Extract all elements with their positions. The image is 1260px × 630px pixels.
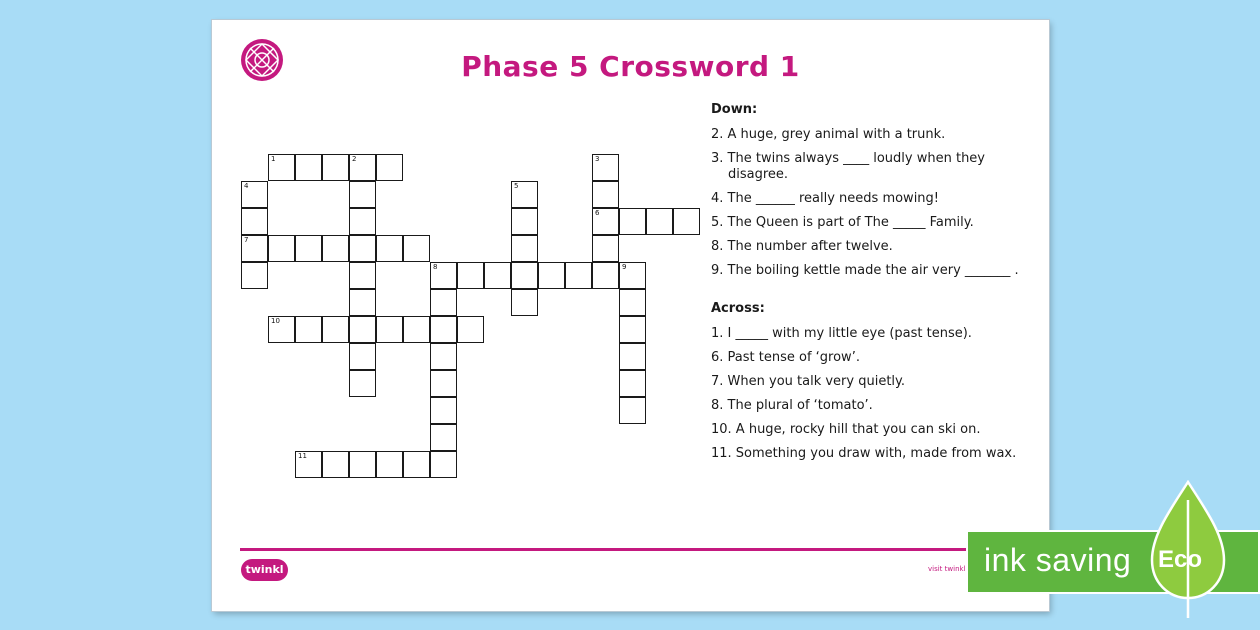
crossword-cell[interactable] xyxy=(349,370,376,397)
crossword-cell[interactable] xyxy=(349,154,376,181)
crossword-cell[interactable] xyxy=(619,370,646,397)
crossword-cell[interactable] xyxy=(592,262,619,289)
crossword-cell[interactable] xyxy=(619,289,646,316)
crossword-cell[interactable] xyxy=(430,424,457,451)
crossword-cell[interactable] xyxy=(295,451,322,478)
down-clue: 9. The boiling kettle made the air very _______ . xyxy=(711,263,1019,278)
crossword-cell[interactable] xyxy=(268,316,295,343)
footer-divider xyxy=(240,548,1020,551)
crossword-cell[interactable] xyxy=(430,289,457,316)
clue-number: 8 xyxy=(433,263,438,271)
crossword-cell[interactable] xyxy=(241,262,268,289)
crossword-cell[interactable] xyxy=(511,262,538,289)
crossword-cell[interactable] xyxy=(430,316,457,343)
crossword-cell[interactable] xyxy=(322,316,349,343)
crossword-cell[interactable] xyxy=(430,262,457,289)
crossword-cell[interactable] xyxy=(430,343,457,370)
visit-link[interactable]: visit twinkl xyxy=(928,565,966,573)
crossword-cell[interactable] xyxy=(403,316,430,343)
crossword-cell[interactable] xyxy=(295,316,322,343)
clue-number: 4 xyxy=(244,182,249,190)
crossword-cell[interactable] xyxy=(619,397,646,424)
down-clue: 8. The number after twelve. xyxy=(711,239,893,254)
crossword-cell[interactable] xyxy=(322,235,349,262)
crossword-cell[interactable] xyxy=(349,208,376,235)
clue-number: 5 xyxy=(514,182,519,190)
page-title: Phase 5 Crossword 1 xyxy=(461,50,800,83)
clue-number: 2 xyxy=(352,155,357,163)
crossword-cell[interactable] xyxy=(403,451,430,478)
down-clue: 4. The ______ really needs mowing! xyxy=(711,191,940,206)
twinkl-logo: twinkl xyxy=(241,559,288,581)
clue-number: 6 xyxy=(595,209,600,217)
ink-saving-label: ink saving xyxy=(984,542,1132,578)
clue-number: 10 xyxy=(271,317,280,325)
crossword-cell[interactable] xyxy=(295,235,322,262)
crossword-cell[interactable] xyxy=(241,235,268,262)
crossword-cell[interactable] xyxy=(376,316,403,343)
clue-number: 9 xyxy=(622,263,627,271)
clue-number: 3 xyxy=(595,155,600,163)
across-heading: Across: xyxy=(711,301,765,316)
crossword-cell[interactable] xyxy=(268,154,295,181)
crossword-cell[interactable] xyxy=(673,208,700,235)
crossword-cell[interactable] xyxy=(349,316,376,343)
crossword-cell[interactable] xyxy=(619,316,646,343)
crossword-cell[interactable] xyxy=(592,154,619,181)
crossword-cell[interactable] xyxy=(430,370,457,397)
clue-list xyxy=(711,102,1031,470)
crossword-cell[interactable] xyxy=(565,262,592,289)
crossword-cell[interactable] xyxy=(349,181,376,208)
crossword-cell[interactable] xyxy=(403,235,430,262)
crossword-cell[interactable] xyxy=(349,289,376,316)
crossword-cell[interactable] xyxy=(457,262,484,289)
crossword-cell[interactable] xyxy=(511,289,538,316)
crossword-cell[interactable] xyxy=(241,208,268,235)
crossword-cell[interactable] xyxy=(349,262,376,289)
across-clue: 1. I _____ with my little eye (past tense). xyxy=(711,326,972,341)
crossword-cell[interactable] xyxy=(538,262,565,289)
crossword-cell[interactable] xyxy=(349,235,376,262)
clue-number: 1 xyxy=(271,155,276,163)
down-clue: 3. The twins always ____ loudly when they disagree. xyxy=(711,151,986,182)
crossword-cell[interactable] xyxy=(457,316,484,343)
down-clue: 5. The Queen is part of The _____ Family. xyxy=(711,215,974,230)
crossword-cell[interactable] xyxy=(430,397,457,424)
crossword-cell[interactable] xyxy=(349,343,376,370)
down-heading: Down: xyxy=(711,102,758,117)
crossword-cell[interactable] xyxy=(376,235,403,262)
eco-label: Eco xyxy=(1158,546,1203,573)
crossword-cell[interactable] xyxy=(592,235,619,262)
crossword-cell[interactable] xyxy=(619,208,646,235)
across-clue: 10. A huge, rocky hill that you can ski on. xyxy=(711,422,981,437)
down-clue: 2. A huge, grey animal with a trunk. xyxy=(711,127,946,142)
crossword-cell[interactable] xyxy=(619,343,646,370)
crossword-cell[interactable] xyxy=(592,181,619,208)
crossword-cell[interactable] xyxy=(430,451,457,478)
crossword-cell[interactable] xyxy=(241,181,268,208)
across-clue: 7. When you talk very quietly. xyxy=(711,374,905,389)
crossword-cell[interactable] xyxy=(646,208,673,235)
crossword-cell[interactable] xyxy=(511,235,538,262)
crossword-cell[interactable] xyxy=(349,451,376,478)
clue-number: 7 xyxy=(244,236,249,244)
crossword-cell[interactable] xyxy=(322,154,349,181)
across-clue: 8. The plural of ‘tomato’. xyxy=(711,398,873,413)
crossword-cell[interactable] xyxy=(376,451,403,478)
crossword-cell[interactable] xyxy=(322,451,349,478)
across-clue: 11. Something you draw with, made from wax. xyxy=(711,446,1017,461)
clue-number: 11 xyxy=(298,452,307,460)
crossword-cell[interactable] xyxy=(511,181,538,208)
crossword-cell[interactable] xyxy=(484,262,511,289)
crossword-cell[interactable] xyxy=(268,235,295,262)
crossword-cell[interactable] xyxy=(511,208,538,235)
crossword-cell[interactable] xyxy=(376,154,403,181)
across-clue: 6. Past tense of ‘grow’. xyxy=(711,350,860,365)
crossword-cell[interactable] xyxy=(592,208,619,235)
crossword-cell[interactable] xyxy=(295,154,322,181)
crossword-cell[interactable] xyxy=(619,262,646,289)
